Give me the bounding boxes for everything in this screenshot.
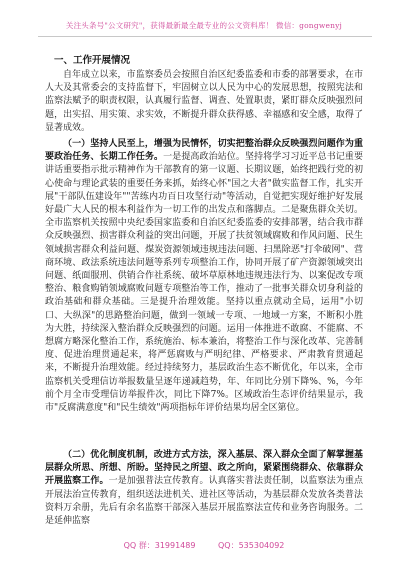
page-header: 关注头条号"公文研究"，获得最新最全最专业的公文资料库！ 微信：gongwenyj (65, 21, 343, 30)
paragraph-2-body: 一是加强普法宣传教育。认真落实普法责任制，以监察法为重点开展法治宣传教育，组织送法进机关、进社区等活动，为基层群众发放各类普法资料万余册，先后有余名监察干部深入基层开展监察法宣传和业务咨询服务。二是延伸监察 (45, 476, 363, 527)
paragraph-1-body: 一是提高政治站位。坚持将学习习近平总书记重要讲话重要指示批示精神作为干部教育的第一议题、长期议题，始终把践行党的初心使命与理论武装的重要任务来抓，始终心怀"国之大者"做实监督工作，扎实开展"干部队伍建设年""苦练内功百日攻坚行动"等活动，自觉把实现好维护好发展好最广大人民的根本利益作为一切工作的出发点和落脚点。二是聚焦群众关切。全市监察机关按照中央纪委国家监委和自治区纪委监委的安排部署，结合我市群众反映强烈、损害群众利益的突出问题，开展了扶贫领域腐败和作风问题、民生领域损害群众利益问题、煤炭资源领域违规违法问题、扫黑除恶"打伞破网"、营商环境、政法系统违法问题等系列专项整治工作，协同开展了矿产资源领域突出问题、纸面服刑、供销合作社系统、破坏草原林地违规违法行为、以案促改专项整治、粮食购销领域腐败问题专项整治等工作，推动了一批事关群众切身利益的政治基础和群众基础。三是提升治理效能。坚持以重点就动全局，运用"小切口、大纵深"的思路整治问题，做到一领域一专项、一地域一方案，不断积小胜为大胜，持续深入整治群众反映强烈的问题。运用一体推进不敢腐、不能腐、不想腐方略深化整治工作，系统施治、标本兼治，将整治工作与深化改革、完善制度、促进治理贯通起来，将严惩腐败与严明纪律、严格要求、严肃教育贯通起来，不断提升治理效能。经过持续努力，基层政治生态不断优化，年以来，全市监察机关受理信访举报数量呈逐年递减趋势，年、年同比分别下降%、%，今年前个月全市受理信访举报件次，同比下降7%。区域政治生态评价结果显示，我市"反腐满意度"和"民生绩效"两项指标年评价结果均居全区第位。 (45, 152, 363, 414)
header-divider (38, 36, 372, 37)
paragraph-2 (45, 449, 363, 528)
paragraph-intro: 自年成立以来，市监察委员会按照自治区纪委监委和市委的部署要求，在市人大及其常委会的支持监督下，牢固树立以人民为中心的发展思想，按照宪法和监察法赋予的职责权限，认真履行监督、调查、处置职责，紧盯群众反映强烈问题，出实招、用实策、求实效，不断提升群众获得感、幸福感和安全感，取得了显著成效。 (45, 70, 363, 133)
footer-qq-group: QQ 群：31991489 (123, 541, 196, 550)
paragraph-1 (45, 138, 363, 415)
paragraph-1-heading: （一）坚持人民至上，增强为民情怀，切实把整治群众反映强烈问题作为重要政治任务、长期工作任务。 (45, 139, 363, 163)
footer-qq: QQ：535304092 (218, 541, 285, 550)
paragraph-2-heading: （二）优化制度机制，改进方式方法，深入基层、深入群众全面了解掌握基层群众所思、所想、所盼。坚持民之所望、政之所向，紧紧围绕群众、依靠群众开展监察工作。 (45, 450, 363, 487)
section-title: 一、工作开展情况 (54, 55, 131, 66)
page-footer (0, 540, 408, 551)
